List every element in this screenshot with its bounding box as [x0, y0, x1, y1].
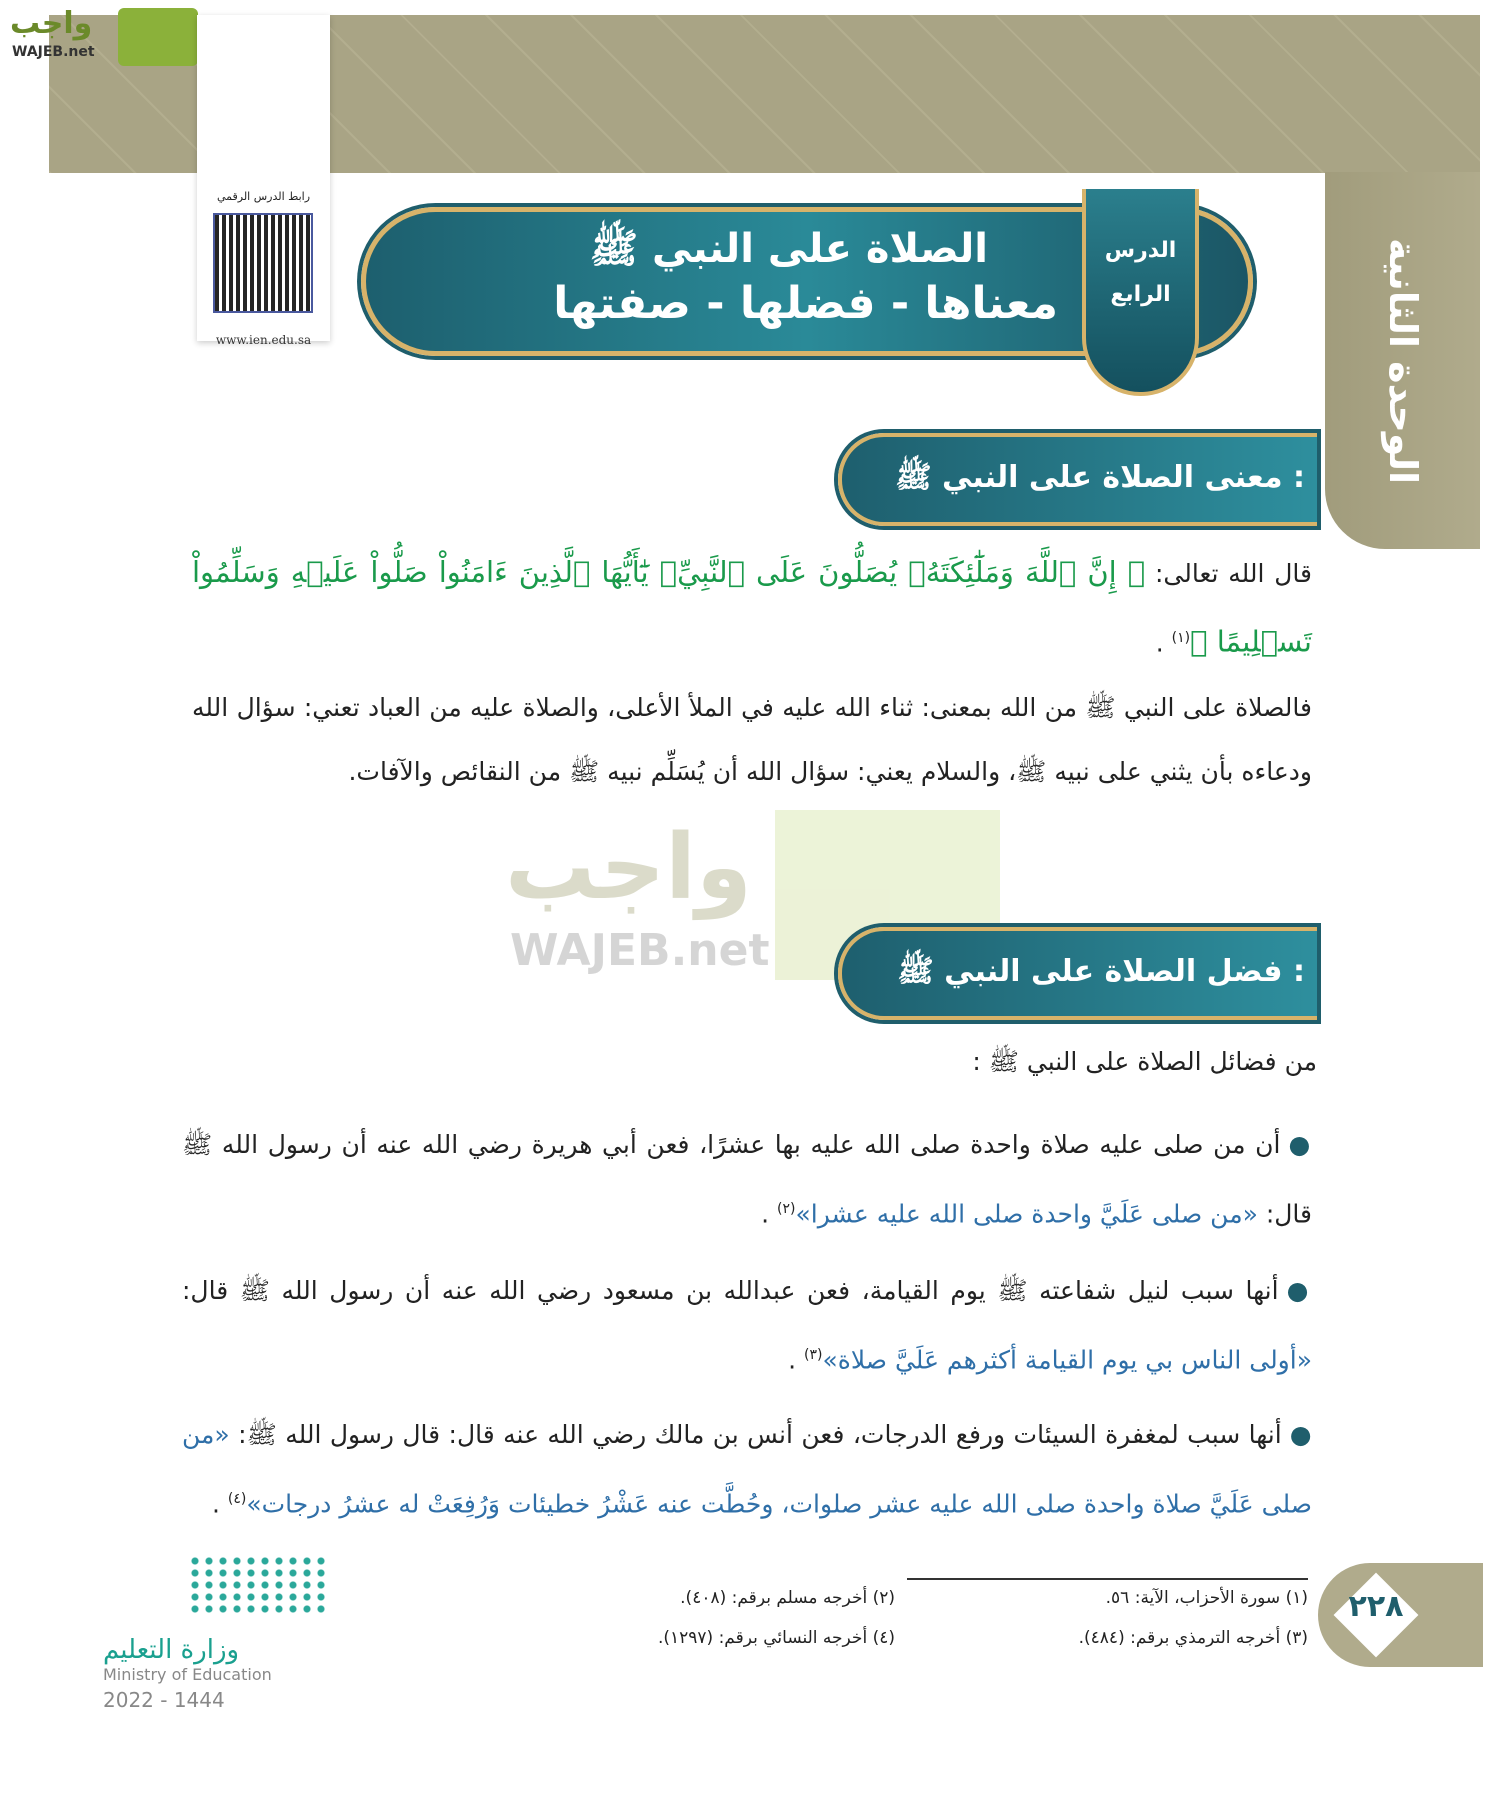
- footnote: (٣) أخرجه الترمذي برقم: (٤٨٤).: [1078, 1628, 1308, 1648]
- list-item: ●أن من صلى عليه صلاة واحدة صلى الله عليه بها عشرًا، فعن أبي هريرة رضي الله عنه أن رسول الله ﷺ قال: «من صلى عَلَيَّ واحدة صلى الله عليه عشرا»$^{(٢)}$ .: [182, 1130, 1312, 1229]
- ministry-logo: [103, 1555, 283, 1712]
- bullet-text: أنها سبب لمغفرة السيئات ورفع الدرجات، فعن أنس بن مالك رضي الله عنه قال: قال رسول الله ﷺ:: [229, 1420, 1282, 1449]
- list-item: ●أنها سبب لنيل شفاعته ﷺ يوم القيامة، فعن عبدالله بن مسعود رضي الله عنه أن رسول الله ﷺ قال: «أولى الناس بي يوم القيامة أكثرهم عَلَيَّ صلاة»$^{(٣)}$ .: [182, 1276, 1312, 1375]
- edition-year: 2022 - 1444: [103, 1688, 225, 1712]
- hadith-text: «أولى الناس بي يوم القيامة أكثرهم عَلَيَّ صلاة»: [822, 1345, 1312, 1375]
- page-number-tab: [1318, 1563, 1483, 1667]
- meaning-paragraph: فالصلاة على النبي ﷺ من الله بمعنى: ثناء الله عليه في الملأ الأعلى، والصلاة عليه من العباد تعني: سؤال الله ودعاءه بأن يثني على نبيه ﷺ، والسلام يعني: سؤال الله أن يُسَلِّم نبيه ﷺ من النقائص والآفات.: [192, 693, 1312, 786]
- lesson-badge-line1: الدرس: [1104, 238, 1177, 263]
- footnote: (٤) أخرجه النسائي برقم: (١٢٩٧).: [657, 1628, 895, 1648]
- bullet-icon: ●: [1286, 1276, 1312, 1305]
- footnote-ref: (١): [1171, 630, 1191, 646]
- section-heading-text: فضل الصلاة على النبي ﷺ :: [897, 954, 1305, 989]
- bullet-icon: ●: [1289, 1420, 1312, 1449]
- bullet-icon: ●: [1288, 1130, 1312, 1159]
- footnote: (١) سورة الأحزاب، الآية: ٥٦.: [1105, 1588, 1308, 1608]
- qr-label: رابط الدرس الرقمي: [216, 190, 311, 203]
- qr-url[interactable]: www.ien.edu.sa: [215, 333, 312, 347]
- lesson-title-line2: معناها - فضلها - صفتها: [553, 278, 1058, 329]
- lesson-badge-line2: الرابع: [1110, 282, 1171, 307]
- hadith-text: «من صلى عَلَيَّ صلاة واحدة صلى الله عليه عشر صلوات، وحُطَّت عنه عَشْرُ خطيئات وَرُفِعَتْ له عشرُ درجات»: [182, 1420, 1312, 1519]
- section-heading-meaning: [838, 433, 1317, 526]
- page-number: ٢٢٨: [1348, 1589, 1404, 1624]
- qr-card[interactable]: [197, 15, 330, 347]
- footnote-ref: (٣): [804, 1347, 823, 1363]
- ministry-dots-icon: [188, 1555, 328, 1615]
- watermark-ar: واجب: [505, 815, 752, 920]
- bullet-text: أنها سبب لنيل شفاعته ﷺ يوم القيامة، فعن عبدالله بن مسعود رضي الله عنه أن رسول الله ﷺ قال:: [182, 1276, 1279, 1305]
- bullet-text: أن من صلى عليه صلاة واحدة صلى الله عليه بها عشرًا، فعن أبي هريرة رضي الله عنه أن رسول الله ﷺ قال:: [182, 1130, 1312, 1229]
- unit-tab: [1325, 172, 1480, 549]
- unit-title: الوحدة الثانية: [1380, 237, 1425, 484]
- verse-intro: قال الله تعالى:: [1145, 559, 1312, 588]
- book-icon: [118, 8, 198, 66]
- lesson-badge: [1082, 189, 1199, 396]
- section-heading-virtue: [838, 927, 1317, 1020]
- watermark-en: WAJEB.net: [510, 925, 770, 976]
- verse-block: قال الله تعالى: ﴿ إِنَّ ٱللَّهَ وَمَلَٰٓئِكَتَهُۥ يُصَلُّونَ عَلَى ٱلنَّبِيِّۚ يَٰٓأَيُّهَا ٱلَّذِينَ ءَامَنُواْ صَلُّواْ عَلَيۡهِ وَسَلِّمُواْ تَسۡلِيمًا ﴾$^{(١)}$ .: [192, 555, 1312, 659]
- ministry-name-ar: وزارة التعليم: [103, 1635, 240, 1665]
- section-heading-text: معنى الصلاة على النبي ﷺ :: [895, 460, 1305, 495]
- footnote: (٢) أخرجه مسلم برقم: (٤٠٨).: [680, 1588, 895, 1608]
- footnote-divider: [907, 1578, 1308, 1580]
- hadith-text: «من صلى عَلَيَّ واحدة صلى الله عليه عشرا»: [795, 1199, 1258, 1229]
- wajeb-logo: [10, 4, 190, 66]
- qr-code-icon[interactable]: [213, 213, 313, 313]
- logo-en: WAJEB.net: [12, 44, 95, 60]
- lesson-title-line1: الصلاة على النبي ﷺ: [589, 226, 988, 272]
- quran-verse: ﴿ إِنَّ ٱللَّهَ وَمَلَٰٓئِكَتَهُۥ يُصَلُّونَ عَلَى ٱلنَّبِيِّۚ يَٰٓأَيُّهَا ٱلَّذِينَ ءَامَنُواْ صَلُّواْ عَلَيۡهِ وَسَلِّمُواْ تَسۡلِيمًا ﴾: [192, 555, 1312, 659]
- list-item: ●أنها سبب لمغفرة السيئات ورفع الدرجات، فعن أنس بن مالك رضي الله عنه قال: قال رسول الله ﷺ: «من صلى عَلَيَّ صلاة واحدة صلى الله عليه عشر صلوات، وحُطَّت عنه عَشْرُ خطيئات وَرُفِعَتْ له عشرُ درجات»$^{(٤)}$ .: [182, 1420, 1312, 1519]
- virtues-intro: من فضائل الصلاة على النبي ﷺ :: [972, 1047, 1317, 1076]
- footnote-ref: (٤): [227, 1491, 247, 1507]
- logo-ar: واجب: [10, 6, 93, 41]
- ministry-name-en: Ministry of Education: [103, 1665, 272, 1684]
- footnote-ref: (٢): [777, 1201, 796, 1217]
